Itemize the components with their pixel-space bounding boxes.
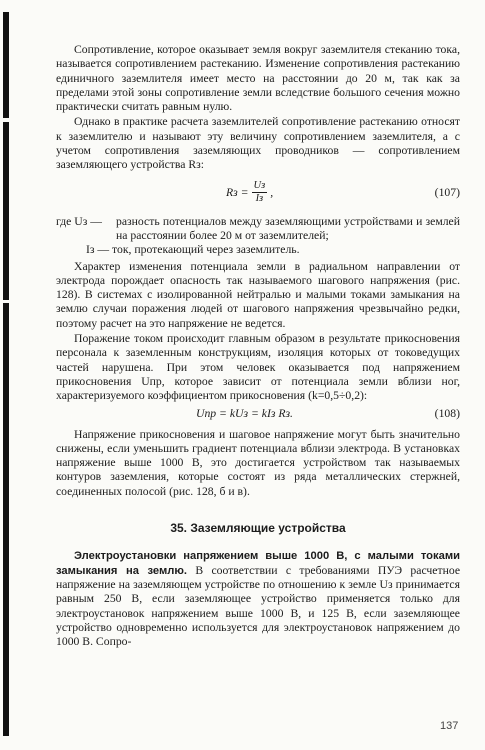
definitions	[56, 215, 460, 258]
equation-number: (108)	[434, 406, 460, 420]
page-body	[56, 43, 460, 649]
equation-number: (107)	[434, 185, 460, 199]
formula-lhs: Rз =	[226, 185, 249, 199]
paragraph: Однако в практике расчета заземлителей сопротивление растеканию относят к заземлителю и называют эту величину сопротивлением заземлителя, а с учетом сопротивления заземляющих проводников — сопротивлением заземляющего устройства Rз:	[56, 115, 460, 172]
formula-108	[56, 406, 460, 424]
definition-text: разность потенциалов между заземляющими устройствами и землей на расстоянии более 20 м от заземлителей;	[116, 214, 460, 242]
definition-item: Iз — ток, протекающий через заземлитель.	[86, 243, 300, 257]
paragraph: Поражение током происходит главным образом в результате прикосновения персонала к заземленным конструкциям, изоляция которых от токоведущих частей нарушена. При этом человек оказывается под напряжением прикосновения Uпр, которое зависит от потенциала земли вблизи ног, характеризуемого коэффициентом прикосновения (k=0,5÷0,2):	[56, 332, 460, 403]
definition-item	[56, 215, 460, 244]
fraction	[252, 180, 268, 205]
run-in-heading: Электроустановки напряжением выше 1000 В, с малыми токами замыкания на землю.	[56, 550, 460, 577]
fraction-numerator: Uз	[253, 180, 266, 192]
paragraph	[56, 549, 460, 649]
paragraph: Характер изменения потенциала земли в радиальном направлении от электрода порождает опасность так называемого шагового напряжения (рис. 128). В системах с изолированной нейтралью и малыми токами замыкания на землю случаи поражения людей от шагового напряжения чрезвычайно редки, поэтому расчет на это напряжение не ведется.	[56, 259, 460, 330]
definition-lead: где Uз —	[56, 214, 102, 228]
formula-expression: Uпр = kUз = kIз Rз.	[196, 406, 293, 420]
paragraph: Сопротивление, которое оказывает земля вокруг заземлителя стеканию тока, называется сопротивлением растеканию. Изменение сопротивления растеканию единичного заземлителя имеет место на расстоянии до 20 м, так как за пределами этой зоны сопротивление земли вследствие большого сечения можно практически считать равным нулю.	[56, 43, 460, 114]
paragraph-text: В соответствии с требованиями ПУЭ расчетное напряжение на заземляющем устройстве по отношению к земле Uз принимается равным 250 В, если заземляющее устройство применяется только для электроустановок напряжением выше 1000 В, и 125 В, если заземляющее устройство одновременно используется для электроустановок напряжением до 1000 В. Сопро-	[56, 563, 461, 649]
fraction-denominator: Iз	[255, 193, 264, 205]
paragraph: Напряжение прикосновения и шаговое напряжение могут быть значительно снижены, если уменьшить градиент потенциала вблизи электрода. В установках напряжение выше 1000 В, это достигается устройством так называемых контуров заземления, которые состоят из ряда металлических стержней, соединенных полосой (рис. 128, б и в).	[56, 427, 460, 498]
formula-107	[56, 174, 460, 212]
formula-tail: ,	[270, 185, 274, 199]
page-number: 137	[440, 720, 459, 732]
section-heading: 35. Заземляющие устройства	[170, 521, 346, 536]
